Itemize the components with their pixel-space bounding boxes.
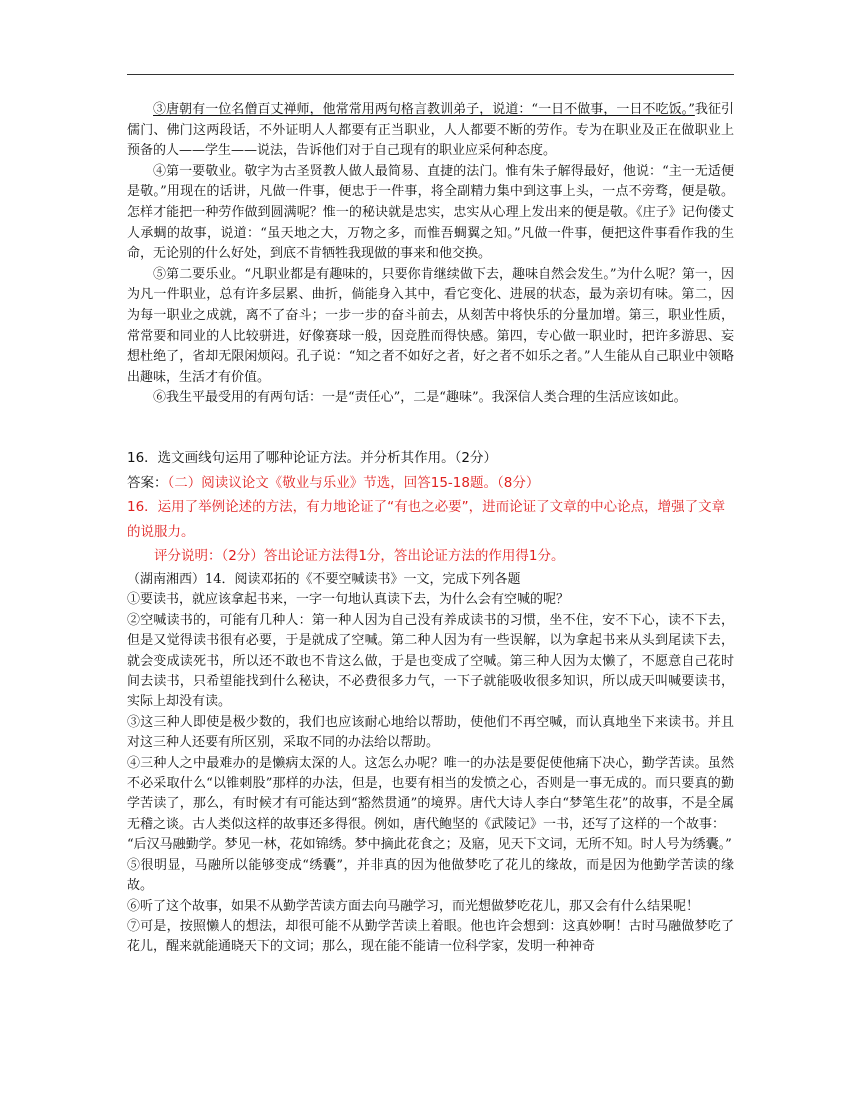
article-excerpt bbox=[127, 100, 734, 409]
header-rule bbox=[127, 74, 734, 75]
passage-paragraph: ③这三种人即使是极少数的，我们也应该耐心地给以帮助，使他们不再空喊，而认真地坐下来读书。并且对这三种人还要有所区别，采取不同的办法给以帮助。 bbox=[127, 714, 734, 751]
scoring-note: 评分说明：（2分）答出论证方法得1分，答出论证方法的作用得1分。 bbox=[154, 548, 565, 564]
article-paragraph-4: ④第一要敬业。敬字为古圣贤教人做人最简易、直捷的法门。惟有朱子解得最好，他说：“主一无适便是敬。”用现在的话讲，凡做一件事，便忠于一件事，将全副精力集中到这事上头，一点不旁骛，便是敬。怎样才能把一种劳作做到圆满呢？惟一的秘诀就是忠实，忠实从心理上发出来的便是敬。《庄子》记佝偻丈人承蜩的故事，说道：“虽天地之大，万物之多，而惟吾蜩翼之知。”凡做一件事，便把这件事看作我的生命，无论别的什么好处，到底不肯牺牲我现做的事来和他交换。 bbox=[127, 163, 734, 262]
passage-paragraph: ④三种人之中最难办的是懒病太深的人。这怎么办呢？唯一的办法是要促使他痛下决心，勤学苦读。虽然不必采取什么“以锥刺股”那样的办法，但是，也要有相当的发愤之心，否则是一事无成的。而只要真的勤学苦读了，那么，有时候才有可能达到“豁然贯通”的境界。唐代大诗人李白“梦笔生花”的故事，不是全属无稽之谈。古人类似这样的故事还多得很。例如，唐代鲍坚的《武陵记》一书，还写了这样的一个故事： bbox=[127, 755, 734, 832]
underlined-sentence: ③唐朝有一位名僧百丈禅师，他常常用两句格言教训弟子，说道：“一日不做事，一日不吃饭。” bbox=[153, 102, 695, 117]
passage-paragraph: ⑦可是，按照懒人的想法，却很可能不从勤学苦读上着眼。他也许会想到：这真妙啊！古时马融做梦吃了花儿，醒来就能通晓天下的文词；那么，现在能不能请一位科学家，发明一种神奇 bbox=[127, 918, 734, 955]
answer-label: 答案： bbox=[127, 474, 168, 491]
passage-quote: “后汉马融勤学。梦见一林，花如锦绣。梦中摘此花食之；及寤，见天下文词，无所不知。时人号为绣囊。” bbox=[127, 837, 732, 853]
answer-source: （二）阅读议论文《敬业与乐业》节选，回答15-18题。（8分） bbox=[167, 474, 540, 491]
article-paragraph-5: ⑤第二要乐业。“凡职业都是有趣味的，只要你肯继续做下去，趣味自然会发生。”为什么呢？第一，因为凡一件职业，总有许多层累、曲折，倘能身入其中，看它变化、进展的状态，最为亲切有味。第二，因为每一职业之成就，离不了奋斗；一步一步的奋斗前去，从刻苦中将快乐的分量加增。第三，职业性质，常常要和同业的人比较骈进，好像赛球一般，因竞胜而得快感。第四，专心做一职业时，把许多游思、妄想杜绝了，省却无限闲烦闷。孔子说：“知之者不如好之者，好之者不如乐之者。”人生能从自己职业中领略出趣味，生活才有价值。 bbox=[127, 266, 734, 385]
article-paragraph-6: ⑥我生平最受用的有两句话：一是“责任心”，二是“趣味”。我深信人类合理的生活应该如此。 bbox=[153, 390, 687, 406]
paragraph-3-rest: 我征引儒门、佛门这两段话，不外证明人人都要有正当职业，人人都要不断的劳作。专为在职业及正在做职业上预备的人——学生——说法，告诉他们对于自己现有的职业应采何种态度。 bbox=[127, 102, 734, 159]
answer-line bbox=[127, 471, 734, 496]
reading-passage bbox=[127, 570, 734, 958]
passage-intro: （湖南湘西）14．阅读邓拓的《不要空喊读书》一文，完成下列各题 bbox=[127, 572, 521, 587]
question-answer-block bbox=[127, 446, 734, 569]
passage-paragraph: ⑤很明显，马融所以能够变成“绣囊”，并非真的因为他做梦吃了花儿的缘故，而是因为他勤学苦读的缘故。 bbox=[127, 857, 734, 894]
answer-text: 16．运用了举例论述的方法，有力地论证了“有也之必要”，进而论证了文章的中心论点，增强了文章的说服力。 bbox=[127, 499, 726, 540]
document-page bbox=[127, 0, 734, 1113]
question-16: 16．选文画线句运用了哪种论证方法。并分析其作用。（2分） bbox=[127, 450, 498, 466]
article-paragraph-3 bbox=[127, 100, 734, 162]
passage-paragraph: ②空喊读书的，可能有几种人：第一种人因为自己没有养成读书的习惯，坐不住，安不下心，读不下去，但是又觉得读书很有必要，于是就成了空喊。第二种人因为有一些误解，以为拿起书来从头到尾读下去，就会变成读死书，所以还不敢也不肯这么做，于是也变成了空喊。第三种人因为太懒了，不愿意自己花时间去读书，只希望能找到什么秘诀，不必费很多力气，一下子就能吸收很多知识，所以成天叫喊要读书，实际上却没有读。 bbox=[127, 612, 734, 710]
passage-paragraph: ①要读书，就应该拿起书来，一字一句地认真读下去，为什么会有空喊的呢？ bbox=[127, 592, 570, 608]
passage-paragraph: ⑥听了这个故事，如果不从勤学苦读方面去向马融学习，而光想做梦吃花儿，那又会有什么结果呢！ bbox=[127, 898, 700, 914]
